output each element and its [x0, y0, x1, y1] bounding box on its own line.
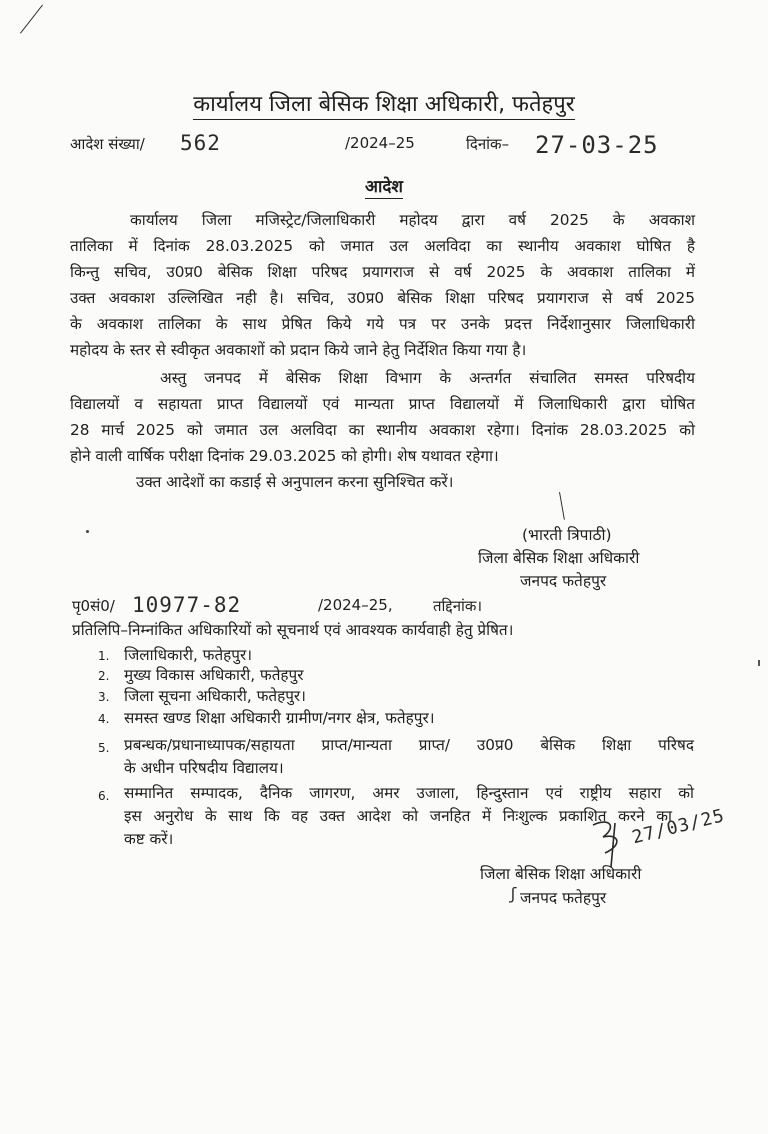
signatory-name: (भारती त्रिपाठी): [522, 526, 612, 544]
handwritten-date: 27/03/25: [630, 805, 727, 849]
recipient-number: 1.: [98, 649, 110, 663]
memo-label: पृ0सं0/: [72, 597, 115, 615]
edge-mark: [758, 660, 760, 666]
para3-line: उक्त आदेशों का कडाई से अनुपालन करना सुनिश्चित करें।: [136, 473, 454, 491]
recipient-line: जिलाधिकारी, फतेहपुर।: [124, 646, 253, 664]
date-value: 27-03-25: [535, 131, 659, 159]
para1-line: तालिका में दिनांक 28.03.2025 को जमात उल अलविदा का स्थानीय अवकाश घोषित है: [70, 237, 695, 255]
date-label: दिनांक–: [466, 135, 510, 153]
recipient-line: मुख्य विकास अधिकारी, फतेहपुर: [124, 666, 304, 684]
order-no-label: आदेश संख्या/: [70, 135, 145, 153]
memo-number: 10977-82: [132, 593, 242, 617]
recipient-line: जिला सूचना अधिकारी, फतेहपुर।: [124, 687, 306, 705]
recipient-number: 4.: [98, 712, 110, 726]
memo-year: /2024–25,: [318, 596, 393, 614]
para1-line: उक्त अवकाश उल्लिखित नही है। सचिव, उ0प्र0 बेसिक शिक्षा परिषद प्रयागराज से वर्ष 2025: [70, 289, 695, 307]
recipient-line: समस्त खण्ड शिक्षा अधिकारी ग्रामीण/नगर क्षेत्र, फतेहपुर।: [124, 709, 435, 727]
recipient-line: प्रबन्धक/प्रधानाध्यापक/सहायता प्राप्त/मान्यता प्राप्त/ उ0प्र0 बेसिक शिक्षा परिषद: [124, 736, 694, 754]
subject-heading: आदेश: [365, 177, 403, 197]
signatory-district: जनपद फतेहपुर: [520, 572, 607, 590]
order-no-value: 562: [180, 131, 221, 155]
para1-line: किन्तु सचिव, उ0प्र0 बेसिक शिक्षा परिषद प्रयागराज से वर्ष 2025 के अवकाश तालिका में: [70, 263, 695, 281]
recipient-line: कष्ट करें।: [124, 830, 174, 848]
recipient-number: 3.: [98, 690, 110, 704]
para2-line: 28 मार्च 2025 को जमात उल अलविदा का स्थानीय अवकाश रहेगा। दिनांक 28.03.2025 को: [70, 421, 695, 439]
recipient-line: सम्मानित सम्पादक, दैनिक जागरण, अमर उजाला, हिन्दुस्तान एवं राष्ट्रीय सहारा को: [124, 784, 694, 802]
order-year: /2024–25: [345, 134, 415, 152]
recipient-number: 2.: [98, 669, 110, 683]
recipient-number: 6.: [98, 789, 110, 803]
dot-mark: [86, 530, 89, 533]
para2-line: अस्तु जनपद में बेसिक शिक्षा विभाग के अन्तर्गत संचालित समस्त परिषदीय: [160, 369, 695, 387]
recipient-line: इस अनुरोध के साथ कि वह उक्त आदेश को जनहित में निःशुल्क प्रकाशित करने का: [124, 807, 672, 825]
signatory2-district: जनपद फतेहपुर: [520, 889, 607, 907]
signature-tick: [559, 492, 565, 520]
para1-line: कार्यालय जिला मजिस्ट्रेट/जिलाधिकारी महोदय द्वारा वर्ष 2025 के अवकाश: [130, 211, 695, 229]
signatory-designation: जिला बेसिक शिक्षा अधिकारी: [478, 549, 640, 567]
page-title: कार्यालय जिला बेसिक शिक्षा अधिकारी, फतेहपुर: [0, 88, 768, 118]
para1-line: के अवकाश तालिका के साथ प्रेषित किये गये पत्र पर उनके प्रदत्त निर्देशानुसार जिलाधिकारी: [70, 315, 695, 333]
initial-mark: ʃ: [508, 884, 519, 903]
recipient-number: 5.: [98, 741, 110, 755]
memo-date: तद्दिनांक।: [433, 597, 483, 615]
corner-pen-mark: [20, 5, 43, 34]
signatory2-designation: जिला बेसिक शिक्षा अधिकारी: [480, 865, 642, 883]
recipient-line: के अधीन परिषदीय विद्यालय।: [124, 759, 284, 777]
para2-line: विद्यालयों व सहायता प्राप्त विद्यालयों एवं मान्यता प्राप्त विद्यालयों में जिलाधिकारी द्वारा घोषित: [70, 395, 695, 413]
para1-line: महोदय के स्तर से स्वीकृत अवकाशों को प्रदान किये जाने हेतु निर्देशित किया गया है।: [70, 341, 527, 359]
copy-intro: प्रतिलिपि–निम्नांकित अधिकारियों को सूचनार्थ एवं आवश्यक कार्यवाही हेतु प्रेषित।: [72, 621, 514, 639]
para2-line: होने वाली वार्षिक परीक्षा दिनांक 29.03.2025 को होगी। शेष यथावत रहेगा।: [70, 447, 499, 465]
